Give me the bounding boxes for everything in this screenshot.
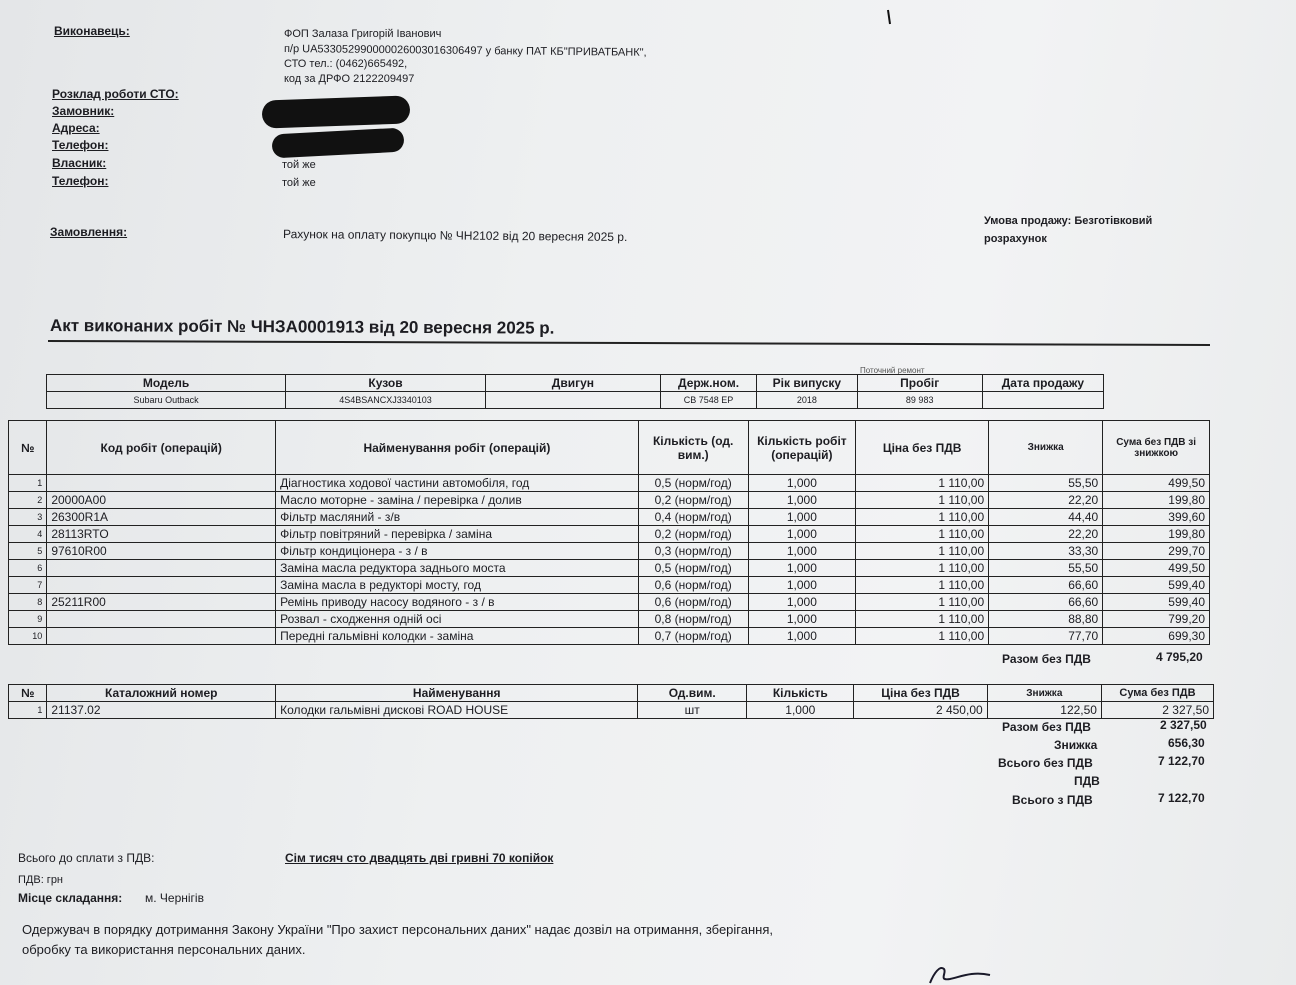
parts-cell-discount: 122,50 — [987, 702, 1101, 719]
works-cell-no: 8 — [9, 594, 47, 611]
pay-total-label: Всього до сплати з ПДВ: — [18, 851, 155, 865]
works-cell-sum: 299,70 — [1103, 543, 1210, 560]
parts-col-discount: Знижка — [987, 685, 1101, 702]
works-cell-no: 6 — [9, 560, 47, 577]
vehicle-col-model: Модель — [47, 375, 286, 392]
vehicle-value-row — [47, 392, 1104, 409]
works-col-name: Найменування робіт (операцій) — [276, 421, 639, 475]
vehicle-sale-date — [982, 392, 1103, 409]
works-cell-price: 1 110,00 — [856, 560, 989, 577]
works-cell-qty: 0,5 (норм/год) — [638, 560, 748, 577]
works-cell-code — [47, 475, 276, 492]
works-cell-name: Масло моторне - заміна / перевірка / долив — [276, 492, 639, 509]
works-cell-discount: 22,20 — [989, 526, 1103, 543]
parts-cell-sum: 2 327,50 — [1101, 702, 1213, 719]
vehicle-vin: 4S4BSANCXJ3340103 — [286, 392, 486, 409]
works-cell-price: 1 110,00 — [856, 543, 989, 560]
total-label: Разом без ПДВ — [1002, 720, 1091, 734]
works-cell-sum: 399,60 — [1103, 509, 1210, 526]
works-cell-ops: 1,000 — [748, 492, 855, 509]
works-cell-no: 2 — [9, 492, 47, 509]
works-cell-code — [47, 628, 276, 645]
works-cell-qty: 0,6 (норм/год) — [638, 577, 748, 594]
works-col-code: Код робіт (операцій) — [47, 421, 276, 475]
vehicle-col-year: Рік випуску — [757, 375, 857, 392]
parts-col-no: № — [9, 685, 47, 702]
parts-col-catalog: Каталожний номер — [47, 685, 276, 702]
order-value: Рахунок на оплату покупцю № ЧН2102 від 20 вересня 2025 р. — [282, 227, 628, 245]
works-cell-name: Передні гальмівні колодки - заміна — [276, 628, 639, 645]
vehicle-model: Subaru Outback — [47, 392, 286, 409]
repair-type-note: Поточний ремонт — [860, 366, 925, 375]
works-cell-code: 25211R00 — [47, 594, 276, 611]
vehicle-col-sale-date: Дата продажу — [982, 375, 1103, 392]
works-cell-discount: 77,70 — [989, 628, 1103, 645]
executor-label: Виконавець: — [54, 24, 130, 38]
works-cell-ops: 1,000 — [748, 628, 855, 645]
works-cell-ops: 1,000 — [748, 526, 855, 543]
works-cell-no: 7 — [9, 577, 47, 594]
works-cell-sum: 499,50 — [1103, 475, 1210, 492]
vehicle-col-body: Кузов — [286, 375, 486, 392]
parts-col-sum: Сума без ПДВ — [1101, 685, 1213, 702]
works-cell-ops: 1,000 — [748, 543, 855, 560]
executor-code: код за ДРФО 2122209497 — [284, 73, 415, 85]
works-cell-name: Діагностика ходової частини автомобіля, год — [276, 475, 639, 492]
works-cell-name: Фільтр масляний - з/в — [276, 509, 639, 526]
discount-label: Знижка — [1054, 738, 1098, 752]
works-col-qty: Кількість (од. вим.) — [638, 421, 748, 475]
phone-label: Телефон: — [52, 138, 109, 152]
address-label: Адреса: — [52, 121, 100, 135]
total-novat-label: Всього без ПДВ — [998, 756, 1093, 770]
works-body — [9, 475, 1210, 645]
total-vat-label: Всього з ПДВ — [1012, 793, 1093, 807]
discount-value: 656,30 — [1168, 736, 1205, 750]
works-cell-discount: 66,60 — [989, 577, 1103, 594]
works-cell-no: 4 — [9, 526, 47, 543]
works-cell-no: 10 — [9, 628, 47, 645]
table-row — [9, 526, 1210, 543]
phone2-value: той же — [282, 177, 316, 189]
vehicle-plate: СВ 7548 ЕР — [660, 392, 756, 409]
vehicle-mileage: 89 983 — [857, 392, 982, 409]
parts-col-price: Ціна без ПДВ — [854, 685, 987, 702]
vat-label: ПДВ — [1074, 774, 1100, 788]
works-cell-sum: 199,80 — [1103, 492, 1210, 509]
consent-line2: обробку та використання персональних даних. — [22, 942, 306, 957]
works-cell-price: 1 110,00 — [856, 594, 989, 611]
works-cell-price: 1 110,00 — [856, 492, 989, 509]
executor-bank: п/р UA533052990000026003016306497 у банку ПАТ КБ"ПРИВАТБАНК", — [283, 43, 647, 59]
works-cell-no: 5 — [9, 543, 47, 560]
vehicle-table — [46, 374, 1104, 409]
works-cell-name: Фільтр кондиціонера - з / в — [276, 543, 639, 560]
title-underline — [48, 340, 1210, 346]
works-col-ops: Кількість робіт (операцій) — [748, 421, 855, 475]
parts-cell-catalog: 21137.02 — [47, 702, 276, 719]
works-cell-code — [47, 560, 276, 577]
works-cell-name: Розвал - сходження одній осі — [276, 611, 639, 628]
owner-value: той же — [282, 159, 316, 171]
parts-table — [8, 684, 1214, 719]
place-label: Місце складання: — [18, 891, 123, 905]
works-cell-discount: 22,20 — [989, 492, 1103, 509]
works-cell-qty: 0,2 (норм/год) — [638, 492, 748, 509]
works-col-no: № — [9, 421, 47, 475]
works-cell-discount: 55,50 — [989, 475, 1103, 492]
table-row — [9, 560, 1210, 577]
works-cell-code: 20000A00 — [47, 492, 276, 509]
sale-terms-line1: Умова продажу: Безготівковий — [984, 215, 1153, 227]
table-row — [9, 594, 1210, 611]
works-cell-price: 1 110,00 — [856, 509, 989, 526]
works-cell-qty: 0,6 (норм/год) — [638, 594, 748, 611]
works-cell-no: 9 — [9, 611, 47, 628]
works-cell-sum: 799,20 — [1103, 611, 1210, 628]
redaction-mark — [271, 128, 404, 159]
works-cell-code — [47, 611, 276, 628]
works-cell-discount: 66,60 — [989, 594, 1103, 611]
sale-terms-line2: розрахунок — [984, 233, 1047, 245]
table-row — [9, 509, 1210, 526]
works-cell-sum: 499,50 — [1103, 560, 1210, 577]
place-value: м. Чернігів — [145, 891, 204, 905]
phone2-label: Телефон: — [52, 174, 109, 188]
vehicle-col-mileage: Пробіг — [857, 375, 982, 392]
parts-cell-qty: 1,000 — [747, 702, 854, 719]
table-row — [9, 492, 1210, 509]
order-label: Замовлення: — [50, 225, 128, 239]
parts-col-name: Найменування — [276, 685, 638, 702]
works-cell-name: Ремінь приводу насосу водяного - з / в — [276, 594, 639, 611]
ink-speck — [880, 8, 900, 28]
vehicle-col-plate: Держ.ном. — [660, 375, 756, 392]
works-table — [8, 420, 1210, 645]
works-cell-price: 1 110,00 — [856, 611, 989, 628]
works-cell-qty: 0,7 (норм/год) — [638, 628, 748, 645]
works-cell-discount: 44,40 — [989, 509, 1103, 526]
works-cell-sum: 199,80 — [1103, 526, 1210, 543]
table-row — [9, 628, 1210, 645]
table-row — [9, 611, 1210, 628]
works-cell-no: 3 — [9, 509, 47, 526]
executor-name: ФОП Залаза Григорій Іванович — [284, 28, 442, 40]
document-title: Акт виконаних робіт № ЧНЗА0001913 від 20 вересня 2025 р. — [49, 316, 555, 338]
parts-col-qty: Кількість — [747, 685, 854, 702]
works-cell-discount: 55,50 — [989, 560, 1103, 577]
vehicle-engine — [485, 392, 660, 409]
works-col-discount: Знижка — [989, 421, 1103, 475]
table-row — [9, 475, 1210, 492]
works-header-row — [9, 421, 1210, 475]
works-cell-ops: 1,000 — [748, 577, 855, 594]
works-cell-ops: 1,000 — [748, 509, 855, 526]
works-cell-price: 1 110,00 — [856, 526, 989, 543]
vehicle-col-engine: Двигун — [485, 375, 660, 392]
works-cell-code: 97610R00 — [47, 543, 276, 560]
works-cell-qty: 0,5 (норм/год) — [638, 475, 748, 492]
works-cell-sum: 599,40 — [1103, 577, 1210, 594]
works-cell-code: 28113RTO — [47, 526, 276, 543]
works-total-label: Разом без ПДВ — [1002, 652, 1091, 666]
vehicle-year: 2018 — [757, 392, 857, 409]
works-cell-discount: 88,80 — [989, 611, 1103, 628]
works-col-sum: Сума без ПДВ зі знижкою — [1103, 421, 1210, 475]
customer-label: Замовник: — [52, 104, 115, 118]
works-cell-price: 1 110,00 — [856, 628, 989, 645]
works-cell-no: 1 — [9, 475, 47, 492]
works-cell-sum: 599,40 — [1103, 594, 1210, 611]
works-cell-price: 1 110,00 — [856, 475, 989, 492]
works-cell-ops: 1,000 — [748, 594, 855, 611]
parts-cell-name: Колодки гальмівні дискові ROAD HOUSE — [276, 702, 638, 719]
works-cell-ops: 1,000 — [748, 611, 855, 628]
total-novat-value: 7 122,70 — [1158, 754, 1205, 768]
works-cell-qty: 0,3 (норм/год) — [638, 543, 748, 560]
works-cell-discount: 33,30 — [989, 543, 1103, 560]
works-cell-qty: 0,2 (норм/год) — [638, 526, 748, 543]
works-cell-ops: 1,000 — [748, 475, 855, 492]
works-cell-code: 26300R1A — [47, 509, 276, 526]
works-col-price: Ціна без ПДВ — [856, 421, 989, 475]
works-cell-price: 1 110,00 — [856, 577, 989, 594]
works-total-value: 4 795,20 — [1156, 650, 1203, 664]
table-row — [9, 543, 1210, 560]
signature-mark — [900, 955, 1020, 985]
works-cell-qty: 0,4 (норм/год) — [638, 509, 748, 526]
parts-col-unit: Од.вим. — [638, 685, 747, 702]
schedule-label: Розклад роботи СТО: — [52, 87, 179, 101]
works-cell-sum: 699,30 — [1103, 628, 1210, 645]
parts-cell-no: 1 — [9, 702, 47, 719]
redaction-mark — [262, 95, 411, 128]
parts-header-row — [9, 685, 1214, 702]
works-cell-code — [47, 577, 276, 594]
works-cell-name: Заміна масла в редукторі мосту, год — [276, 577, 639, 594]
total-vat-value: 7 122,70 — [1158, 791, 1205, 805]
works-cell-ops: 1,000 — [748, 560, 855, 577]
pay-total-words: Сім тисяч сто двадцять дві гривні 70 копійок — [285, 851, 554, 865]
vat-currency-line: ПДВ: грн — [18, 874, 64, 886]
table-row — [9, 577, 1210, 594]
works-cell-qty: 0,8 (норм/год) — [638, 611, 748, 628]
table-row — [9, 702, 1214, 719]
parts-cell-price: 2 450,00 — [854, 702, 987, 719]
consent-line1: Одержувач в порядку дотримання Закону України "Про захист персональних даних" надає дозвіл на отримання, зберігання, — [22, 922, 773, 937]
works-cell-name: Фільтр повітряний - перевірка / заміна — [276, 526, 639, 543]
works-cell-name: Заміна масла редуктора заднього моста — [276, 560, 639, 577]
parts-cell-unit: шт — [638, 702, 747, 719]
total-value: 2 327,50 — [1160, 718, 1207, 732]
vehicle-header-row — [47, 375, 1104, 392]
executor-phone: СТО тел.: (0462)665492, — [284, 58, 408, 70]
owner-label: Власник: — [52, 156, 107, 170]
